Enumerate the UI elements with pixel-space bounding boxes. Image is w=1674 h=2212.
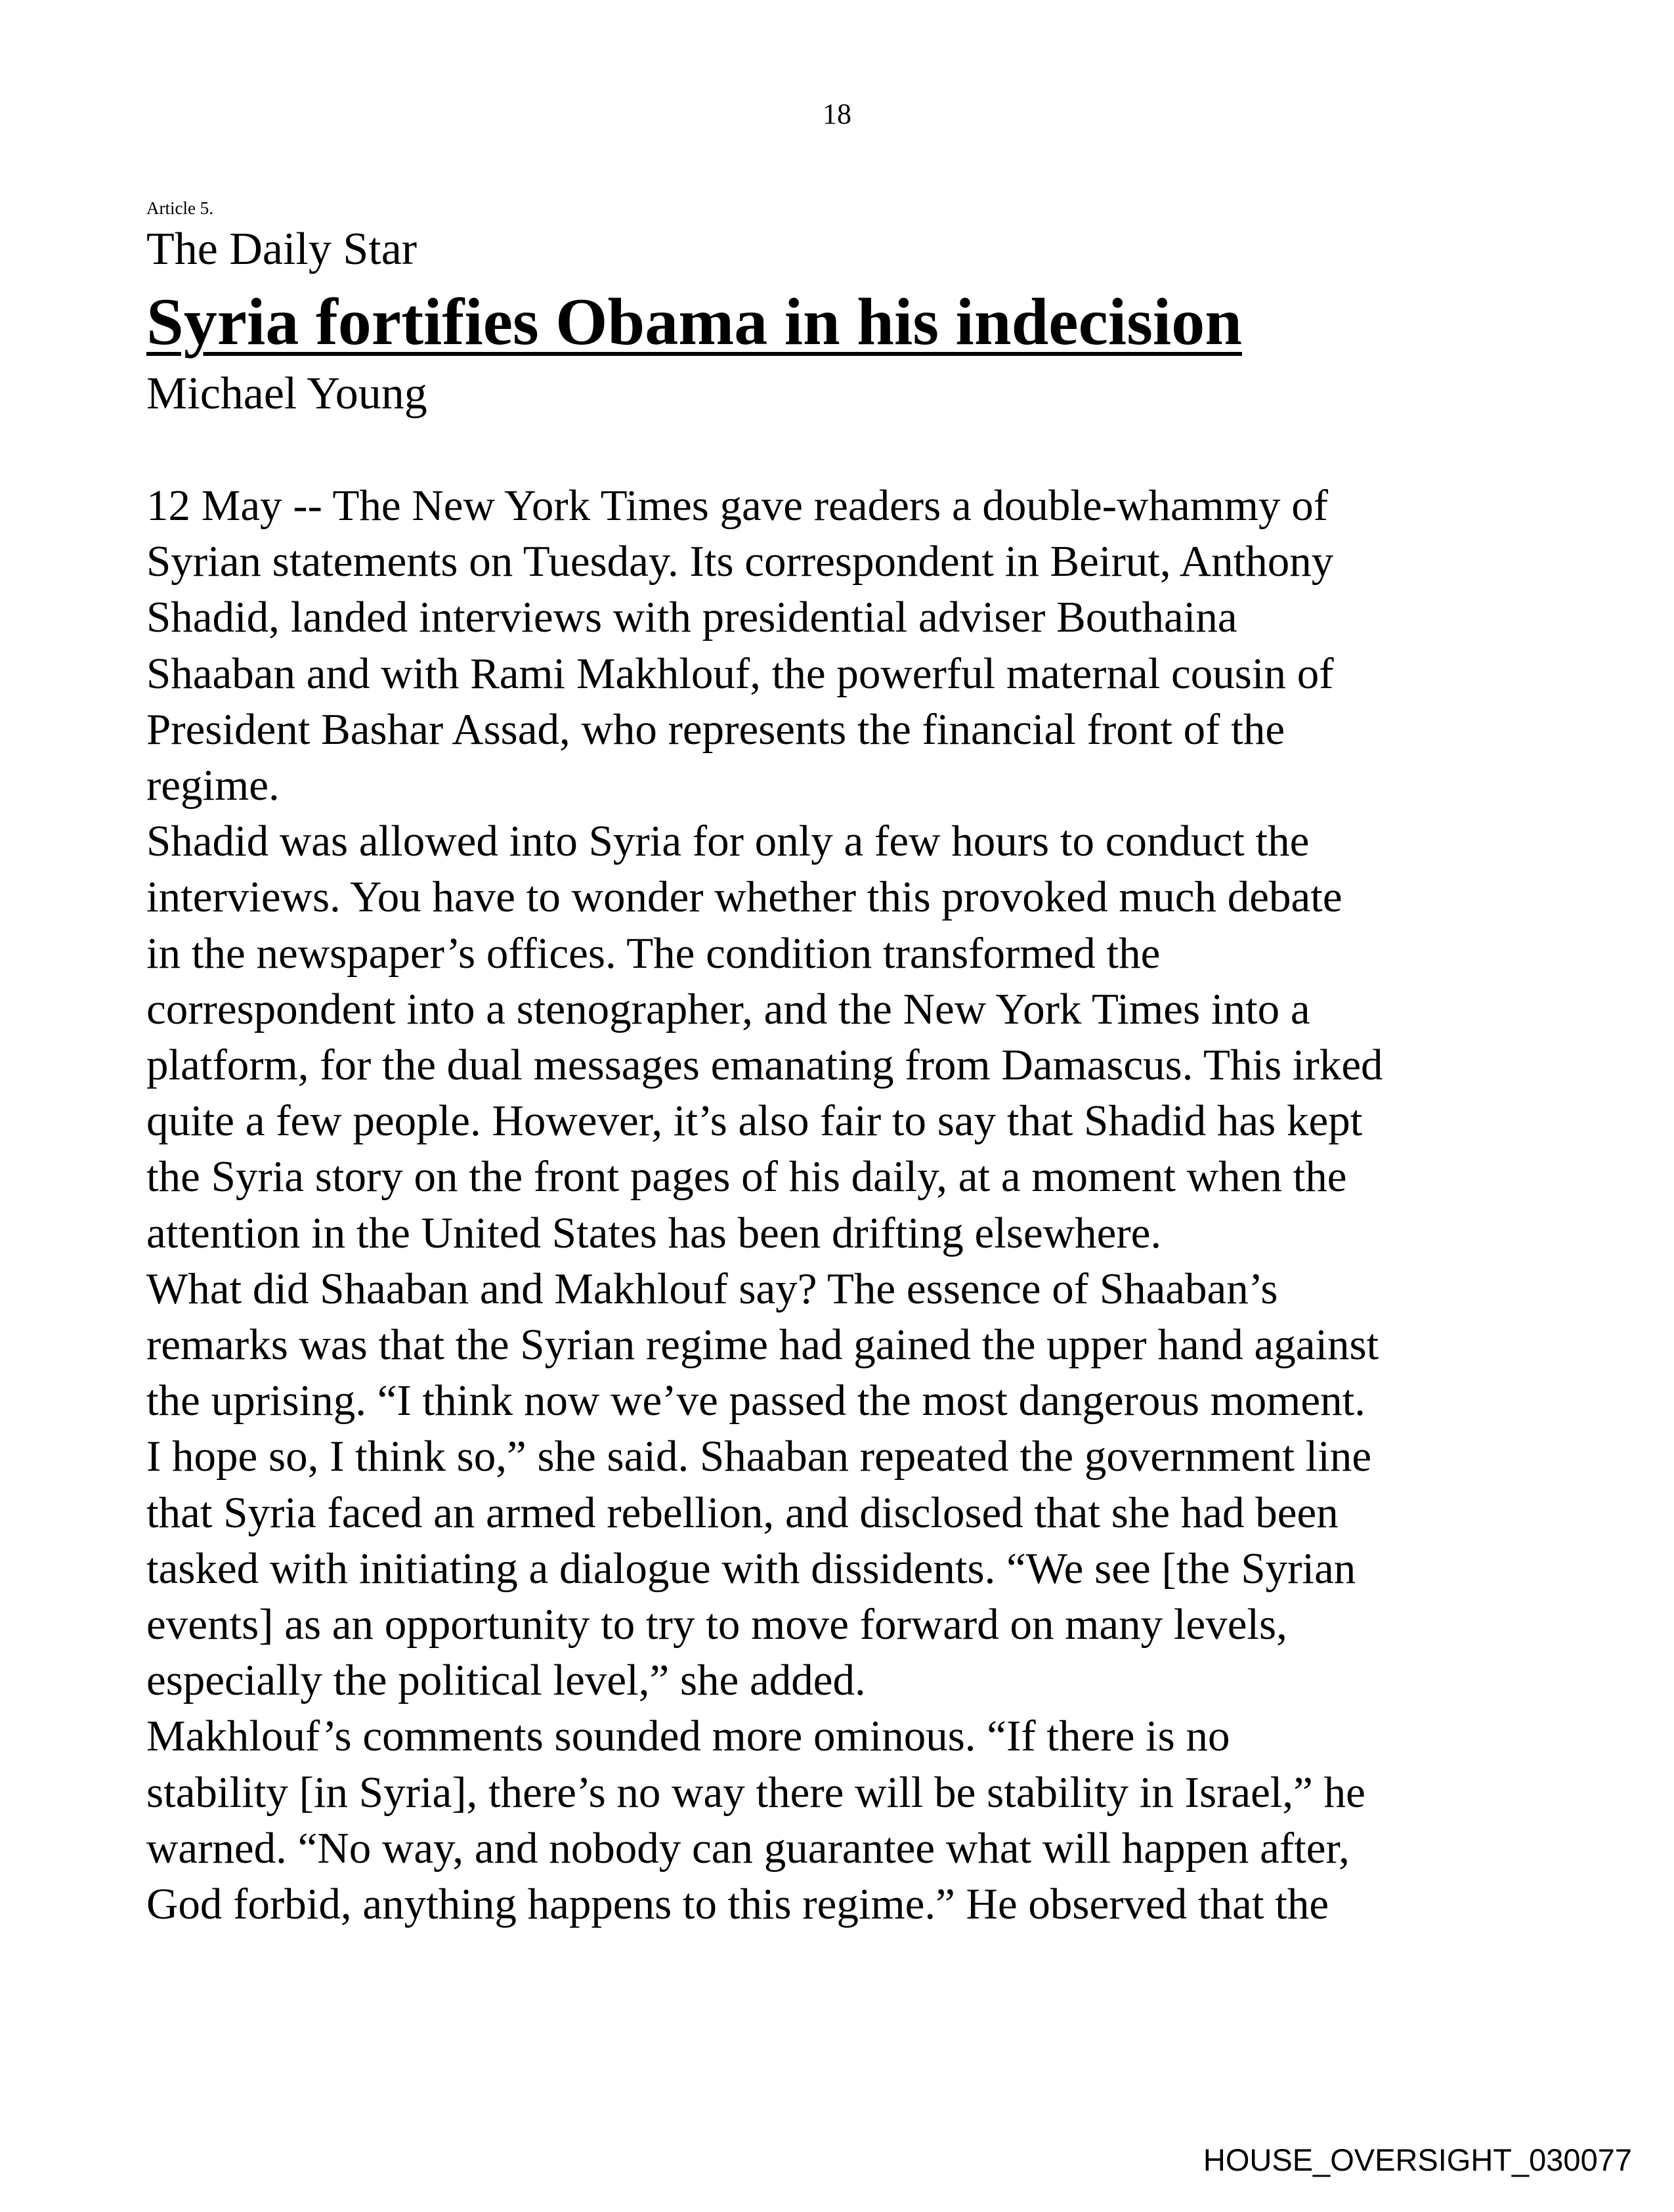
text-line: especially the political level,” she added. [146,1656,866,1705]
paragraph [146,478,1558,813]
text-line: correspondent into a stenographer, and the New York Times into a [146,984,1310,1033]
page-number: 18 [823,98,851,130]
text-line: remarks was that the Syrian regime had gained the upper hand against [146,1320,1379,1370]
document-id-footer: HOUSE_OVERSIGHT_030077 [1203,2142,1632,2177]
article-author: Michael Young [146,368,427,419]
text-line: the uprising. “I think now we’ve passed the most dangerous moment. [146,1376,1366,1425]
text-line: that Syria faced an armed rebellion, and disclosed that she had been [146,1488,1339,1537]
text-line: interviews. You have to wonder whether this provoked much debate [146,873,1342,922]
article-title: Syria fortifies Obama in his indecision [146,285,1242,359]
text-line: Shaaban and with Rami Makhlouf, the powerful maternal cousin of [146,649,1334,698]
text-line: warned. “No way, and nobody can guarantee what will happen after, [146,1823,1350,1873]
text-line: Shadid, landed interviews with presidential adviser Bouthaina [146,593,1237,642]
text-line: Shadid was allowed into Syria for only a few hours to conduct the [146,817,1310,866]
text-line: What did Shaaban and Makhlouf say? The essence of Shaaban’s [146,1264,1278,1313]
text-line: attention in the United States has been drifting elsewhere. [146,1208,1162,1257]
text-line: Makhlouf’s comments sounded more ominous. “If there is no [146,1712,1230,1761]
text-line: the Syria story on the front pages of his daily, at a moment when the [146,1152,1347,1202]
text-line: quite a few people. However, it’s also fair to say that Shadid has kept [146,1096,1363,1146]
text-line: I hope so, I think so,” she said. Shaaban repeated the government line [146,1432,1372,1481]
text-line: events] as an opportunity to try to move forward on many levels, [146,1600,1287,1649]
article-body [146,478,1558,1932]
paragraph [146,1708,1558,1932]
text-line: God forbid, anything happens to this regime.” He observed that the [146,1880,1329,1929]
text-line: platform, for the dual messages emanating from Damascus. This irked [146,1041,1383,1090]
text-line: regime. [146,761,280,810]
text-line: stability [in Syria], there’s no way there will be stability in Israel,” he [146,1767,1365,1817]
paragraph [146,1261,1558,1709]
text-line: President Bashar Assad, who represents the financial front of the [146,705,1285,754]
article-label: Article 5. [146,198,213,218]
text-line: 12 May -- The New York Times gave readers a double-whammy of [146,481,1329,530]
text-line: Syrian statements on Tuesday. Its correspondent in Beirut, Anthony [146,537,1334,586]
text-line: tasked with initiating a dialogue with dissidents. “We see [the Syrian [146,1544,1356,1593]
text-line: in the newspaper’s offices. The condition transformed the [146,928,1161,978]
publication-name: The Daily Star [146,224,418,274]
paragraph [146,813,1558,1261]
